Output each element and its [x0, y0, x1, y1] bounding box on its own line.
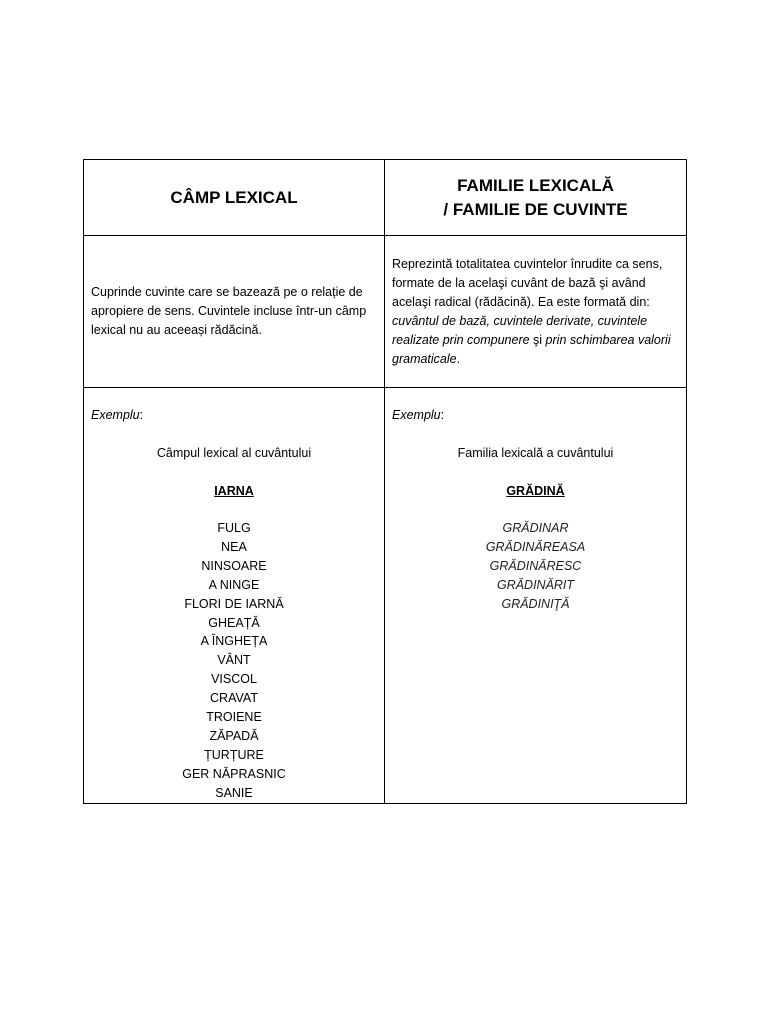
list-item: ZĂPADĂ: [209, 728, 259, 743]
header-cell-right: [385, 160, 687, 236]
definition-cell-right: [385, 236, 687, 388]
header-right-line1: FAMILIE LEXICALĂ: [457, 175, 614, 195]
definition-row: [84, 236, 687, 388]
example-label-right-colon: :: [440, 408, 445, 422]
list-item: GRĂDINIŢĂ: [501, 596, 570, 611]
definition-right-plain: Reprezintă totalitatea cuvintelor înrudite ca sens, formate de la acelaşi cuvânt de bază şi având acelaşi radical (rădăcină). Ea este formată din:: [392, 256, 663, 309]
list-item: NINSOARE: [201, 558, 267, 573]
list-item: A NINGE: [208, 577, 260, 592]
header-right-title: [385, 174, 686, 222]
example-label-left: [84, 388, 384, 425]
list-item: GRĂDINĂRIT: [496, 577, 575, 592]
list-item: CRAVAT: [210, 691, 258, 706]
example-label-right: [385, 388, 686, 425]
list-item: TROIENE: [206, 710, 262, 725]
header-row: [84, 160, 687, 236]
list-item: GHEAȚĂ: [208, 615, 260, 630]
list-item: GRĂDINĂRESC: [489, 558, 582, 573]
example-cell-right: [385, 388, 687, 804]
definition-right-end: .: [456, 351, 461, 366]
header-cell-left: [84, 160, 385, 236]
header-left-title: CÂMP LEXICAL: [170, 187, 298, 207]
example-keyword-right: GRĂDINĂ: [506, 484, 565, 498]
example-label-left-word: Exemplu: [91, 408, 140, 422]
example-row: [84, 388, 687, 804]
list-item: FULG: [217, 521, 251, 535]
lexical-field-word-list: [84, 519, 384, 803]
example-label-right-word: Exemplu: [392, 408, 441, 422]
list-item: GER NĂPRASNIC: [182, 766, 286, 781]
list-item: GRĂDINĂREASA: [485, 539, 586, 554]
list-item: FLORI DE IARNĂ: [184, 596, 284, 611]
definition-right-italic-1: cuvântul de bază, cuvintele derivate, cuvintele realizate prin compunere: [392, 313, 648, 347]
example-intro-left: Câmpul lexical al cuvântului: [156, 446, 312, 460]
list-item: VÂNT: [217, 653, 251, 668]
list-item: NEA: [221, 539, 247, 554]
example-keyword-left: IARNA: [214, 484, 254, 498]
list-item: ȚURȚURE: [204, 747, 264, 762]
list-item: GRĂDINAR: [502, 521, 569, 535]
header-right-line2: / FAMILIE DE CUVINTE: [443, 199, 628, 219]
definition-cell-left: [84, 236, 385, 388]
list-item: VISCOL: [211, 672, 257, 687]
example-intro-right: Familia lexicală a cuvântului: [457, 446, 614, 460]
comparison-table: [83, 159, 687, 804]
example-label-left-colon: :: [139, 408, 144, 422]
list-item: A ÎNGHEȚA: [200, 634, 268, 649]
list-item: SANIE: [215, 785, 253, 800]
definition-right-italic-2: prin schimbarea valorii gramaticale: [392, 332, 671, 366]
definition-left-text: Cuprinde cuvinte care se bazează pe o relație de apropiere de sens. Cuvintele incluse într-un câmp lexical nu au aceeași rădăcină.: [91, 285, 367, 337]
example-cell-left: [84, 388, 385, 804]
definition-right-text: [385, 255, 686, 369]
word-family-list: [385, 519, 686, 614]
definition-right-and: şi: [533, 332, 543, 347]
